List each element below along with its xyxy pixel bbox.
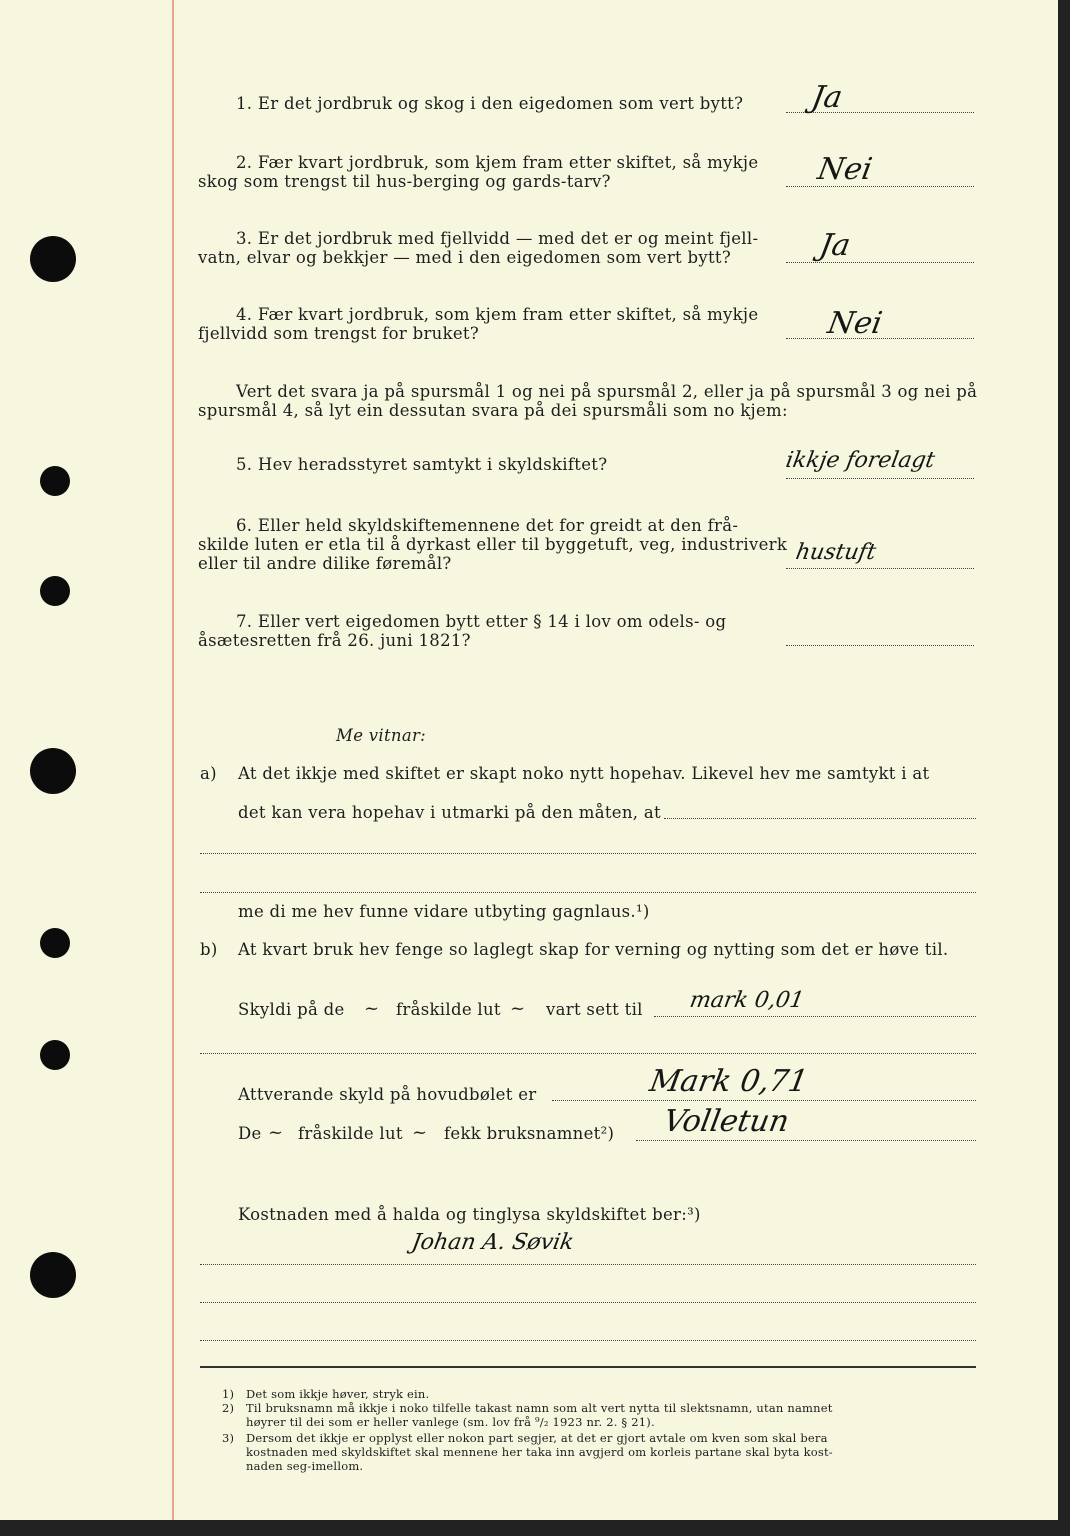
footnote-3-line-2: kostnaden med skyldskiftet skal mennene her taka inn avgjerd om korleis partane skal byta kost-: [246, 1445, 833, 1459]
footnote-divider: [200, 1366, 976, 1368]
remaining-tax-label: Attverande skyld på hovudbølet er: [238, 1085, 537, 1104]
item-a-marker: a): [200, 764, 217, 783]
binder-hole: [30, 236, 76, 282]
question-7-line-2: åsætesretten frå 26. juni 1821?: [198, 631, 471, 650]
answer-farm-name: Volletun: [660, 1104, 792, 1139]
question-2-line-1: 2. Fær kvart jordbruk, som kjem fram etter skiftet, så mykje: [236, 153, 759, 172]
answer-remaining-tax: Mark 0,71: [646, 1064, 811, 1099]
fill-line: [552, 1100, 976, 1101]
answer-q6: hustuft: [793, 540, 878, 565]
answer-line: [786, 262, 974, 263]
answer-q4: Nei: [824, 306, 885, 341]
answer-q3: Ja: [816, 228, 854, 263]
farm-name-label-start: De: [238, 1124, 262, 1143]
footnote-2-line-1: Til bruksnamn må ikkje i noko tilfelle takast namn som alt vert nytta til slektsnamn, utan namnet: [246, 1401, 833, 1415]
skyld-label-end: vart sett til: [546, 1000, 643, 1019]
binder-hole: [40, 1040, 70, 1070]
footnote-2-marker: 2): [222, 1401, 235, 1415]
strike-mark: ~: [510, 998, 526, 1019]
item-a-line-1: At det ikkje med skiftet er skapt noko nytt hopehav. Likevel hev me samtykt i at: [238, 764, 930, 783]
question-6-line-2: skilde luten er etla til å dyrkast eller til byggetuft, veg, industriverk: [198, 535, 788, 554]
strike-mark: ~: [364, 998, 380, 1019]
question-1: 1. Er det jordbruk og skog i den eigedomen som vert bytt?: [236, 94, 744, 113]
fill-line: [636, 1140, 976, 1141]
answer-q1: Ja: [808, 80, 846, 115]
instruction-line-1: Vert det svara ja på spursmål 1 og nei på spursmål 2, eller ja på spursmål 3 og nei på: [236, 382, 978, 401]
item-b-line-1: At kvart bruk hev fenge so laglegt skap for verning og nytting som det er høve til.: [238, 940, 949, 959]
footnote-1: Det som ikkje høver, stryk ein.: [246, 1387, 430, 1401]
instruction-line-2: spursmål 4, så lyt ein dessutan svara på dei spursmåli som no kjem:: [198, 401, 788, 420]
skyld-label-start: Skyldi på de: [238, 1000, 345, 1019]
fill-line: [200, 1053, 976, 1054]
fill-line: [200, 1340, 976, 1341]
answer-line: [786, 645, 974, 646]
margin-line: [172, 0, 174, 1520]
question-3-line-1: 3. Er det jordbruk med fjellvidd — med det er og meint fjell-: [236, 229, 759, 248]
scan-border-bottom: [0, 1520, 1070, 1536]
footnote-3-marker: 3): [222, 1431, 235, 1445]
fill-line: [200, 1302, 976, 1303]
binder-hole: [40, 466, 70, 496]
answer-skyld: mark 0,01: [687, 988, 807, 1013]
item-a-line-3: me di me hev funne vidare utbyting gagnlaus.¹): [238, 902, 650, 921]
answer-q2: Nei: [814, 152, 875, 187]
answer-q5: ikkje forelagt: [783, 448, 937, 473]
footnote-3-line-1: Dersom det ikkje er opplyst eller nokon part segjer, at det er gjort avtale om kven som skal bera: [246, 1431, 828, 1445]
question-4-line-2: fjellvidd som trengst for bruket?: [198, 324, 480, 343]
answer-line: [786, 478, 974, 479]
skyld-label-middle: fråskilde lut: [396, 1000, 501, 1019]
strike-mark: ~: [268, 1122, 284, 1143]
fill-line: [200, 892, 976, 893]
footnote-1-marker: 1): [222, 1387, 235, 1401]
farm-name-label-end: fekk bruksnamnet²): [444, 1124, 615, 1143]
fill-line: [654, 1016, 976, 1017]
binder-hole: [40, 576, 70, 606]
question-4-line-1: 4. Fær kvart jordbruk, som kjem fram etter skiftet, så mykje: [236, 305, 759, 324]
binder-hole: [30, 748, 76, 794]
question-5: 5. Hev heradsstyret samtykt i skyldskiftet?: [236, 455, 608, 474]
scan-border-right: [1058, 0, 1070, 1536]
question-2-line-2: skog som trengst til hus-berging og gards-tarv?: [198, 172, 611, 191]
answer-line: [786, 568, 974, 569]
question-7-line-1: 7. Eller vert eigedomen bytt etter § 14 i lov om odels- og: [236, 612, 727, 631]
question-3-line-2: vatn, elvar og bekkjer — med i den eigedomen som vert bytt?: [198, 248, 731, 267]
item-a-line-2: det kan vera hopehav i utmarki på den måten, at: [238, 803, 661, 822]
cost-label: Kostnaden med å halda og tinglysa skyldskiftet ber:³): [238, 1205, 701, 1224]
binder-hole: [40, 928, 70, 958]
fill-line: [664, 818, 976, 819]
witness-heading: Me vitnar:: [336, 726, 427, 745]
binder-hole: [30, 1252, 76, 1298]
strike-mark: ~: [412, 1122, 428, 1143]
footnote-2-line-2: høyrer til dei som er heller vanlege (sm. lov frå ⁹/₂ 1923 nr. 2. § 21).: [246, 1415, 655, 1429]
fill-line: [200, 853, 976, 854]
answer-cost: Johan A. Søvik: [409, 1230, 576, 1255]
fill-line: [200, 1264, 976, 1265]
question-6-line-1: 6. Eller held skyldskiftemennene det for greidt at den frå-: [236, 516, 739, 535]
item-b-marker: b): [200, 940, 218, 959]
farm-name-label-middle: fråskilde lut: [298, 1124, 403, 1143]
answer-line: [786, 338, 974, 339]
question-6-line-3: eller til andre dilike føremål?: [198, 554, 452, 573]
footnote-3-line-3: naden seg-imellom.: [246, 1459, 364, 1473]
